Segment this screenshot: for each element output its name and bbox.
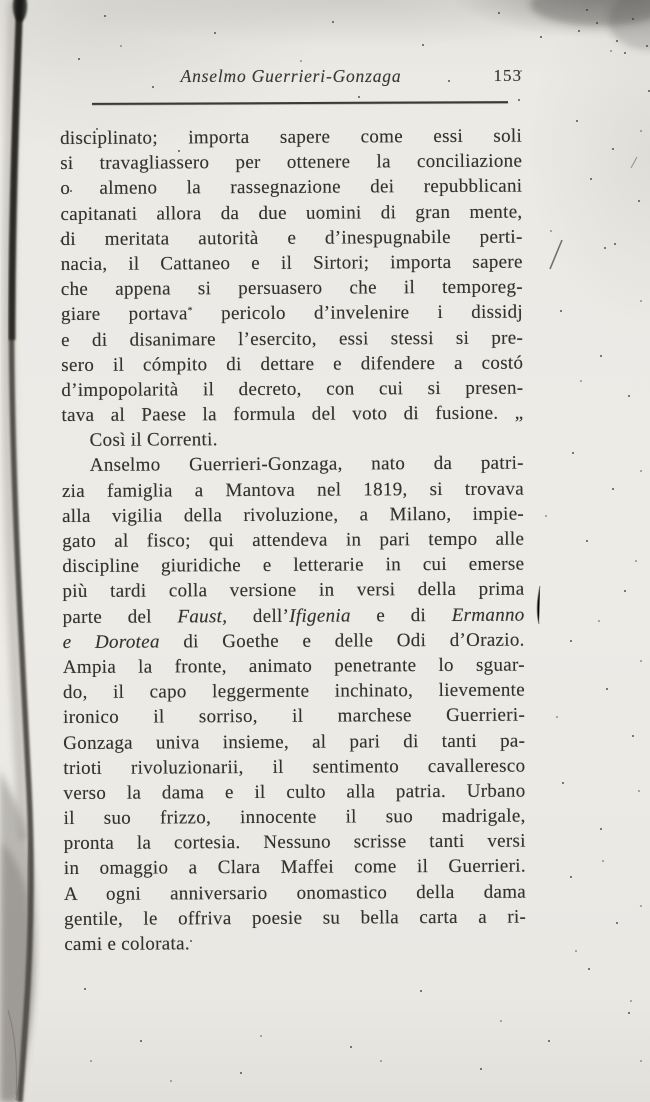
fold-crease [16, 828, 30, 1100]
text-line: gato al fisco; qui attendeva in pari tempo alle [62, 528, 525, 552]
text-line: si travagliassero per ottenere la conciliazione [60, 150, 523, 175]
noise-speckles-light [0, 0, 2, 2]
text-line: tava al Paese la formula del voto di fusione. „ [61, 402, 524, 427]
text-line: in omaggio a Clara Maffei come il Guerrieri. [63, 856, 526, 880]
text-line: nacia, il Cattaneo e il Sirtori; importa sapere [60, 251, 523, 275]
corner-grain-blot-2 [608, 0, 650, 50]
text-line: Ampia la fronte, animato penetrante lo sguar- [62, 654, 525, 678]
text-line: di meritata autorità e d’inespugnabile perti- [60, 226, 523, 250]
binding-line [12, 0, 32, 1102]
text-line: verso la dama e il culto alla patria. Urbano [63, 780, 526, 804]
text-line: pronta la cortesia. Nessuno scrisse tanti versi [63, 830, 526, 855]
text-line: do, il capo leggermente inchinato, lievemente [62, 679, 526, 704]
page-fold-shadow [0, 770, 36, 1102]
text-line: discipline giuridiche e letterarie in cui emerse [62, 553, 525, 578]
corner-grain-blot [530, 0, 650, 26]
text-line: il suo frizzo, innocente il suo madrigale, [63, 805, 526, 830]
margin-pen-mark-2 [537, 586, 540, 624]
text-line: Così il Correnti. [89, 429, 218, 452]
text-line: d’impopolarità il decreto, con cui si presen- [61, 377, 524, 401]
binding-top-blot [13, 0, 27, 22]
text-line: capitanati allora da due uomini di gran mente, [60, 201, 523, 225]
running-header [60, 66, 522, 90]
text-line: più tardi colla versione in versi della prima [62, 578, 525, 603]
text-line: cami e colorata. [64, 933, 190, 955]
text-line: A ogni anniversario onomastico della dama [63, 881, 527, 905]
margin-pen-mark-3 [631, 157, 637, 168]
text-line: e Dorotea di Goethe e delle Odi d’Orazio. [62, 629, 525, 653]
text-line: sero il cómpito di dettare e difendere a costó [61, 352, 524, 376]
text-line: alla vigilia della rivoluzione, a Milano, impie- [61, 503, 525, 527]
running-header-title: Anselmo Guerrieri-Gonzaga [180, 66, 402, 86]
text-line: o almeno la rassegnazione dei repubblicani [60, 175, 523, 200]
text-line: trioti rivoluzionarii, il sentimento cavalleresco [63, 755, 526, 779]
text-line: ironico il sorriso, il marchese Guerrieri- [63, 704, 526, 729]
text-line: disciplinato; importa sapere come essi soli [60, 125, 523, 149]
binding-halo [8, 0, 24, 840]
text-line: zia famiglia a Mantova nel 1819, si trovava [61, 478, 524, 502]
text-line: che appena si persuasero che il temporeg- [60, 276, 523, 301]
page-fold-shadow-inner [0, 842, 32, 1102]
text-line: Gonzaga univa insieme, al pari di tanti pa- [63, 730, 526, 754]
noise-speckles-dark [0, 0, 2, 2]
binding-line-dark-top [12, 0, 20, 340]
text-line: giare portava* pericolo d’invelenire i dissidj [60, 301, 524, 326]
body-text [60, 124, 526, 958]
page-number: 153 [493, 66, 522, 85]
text-line: gentile, le offriva poesie su bella carta a ri- [64, 906, 527, 930]
text-line: Anselmo Guerrieri-Gonzaga, nato da patri- [89, 453, 524, 477]
text-line: parte del Faust, dell’Ifigenia e di Ermanno [62, 604, 525, 628]
fold-crease-small [8, 1010, 17, 1095]
text-line: e di disanimare l’esercito, essi stessi si pre- [61, 327, 524, 351]
margin-pen-mark [550, 240, 562, 269]
header-rule [92, 101, 508, 105]
